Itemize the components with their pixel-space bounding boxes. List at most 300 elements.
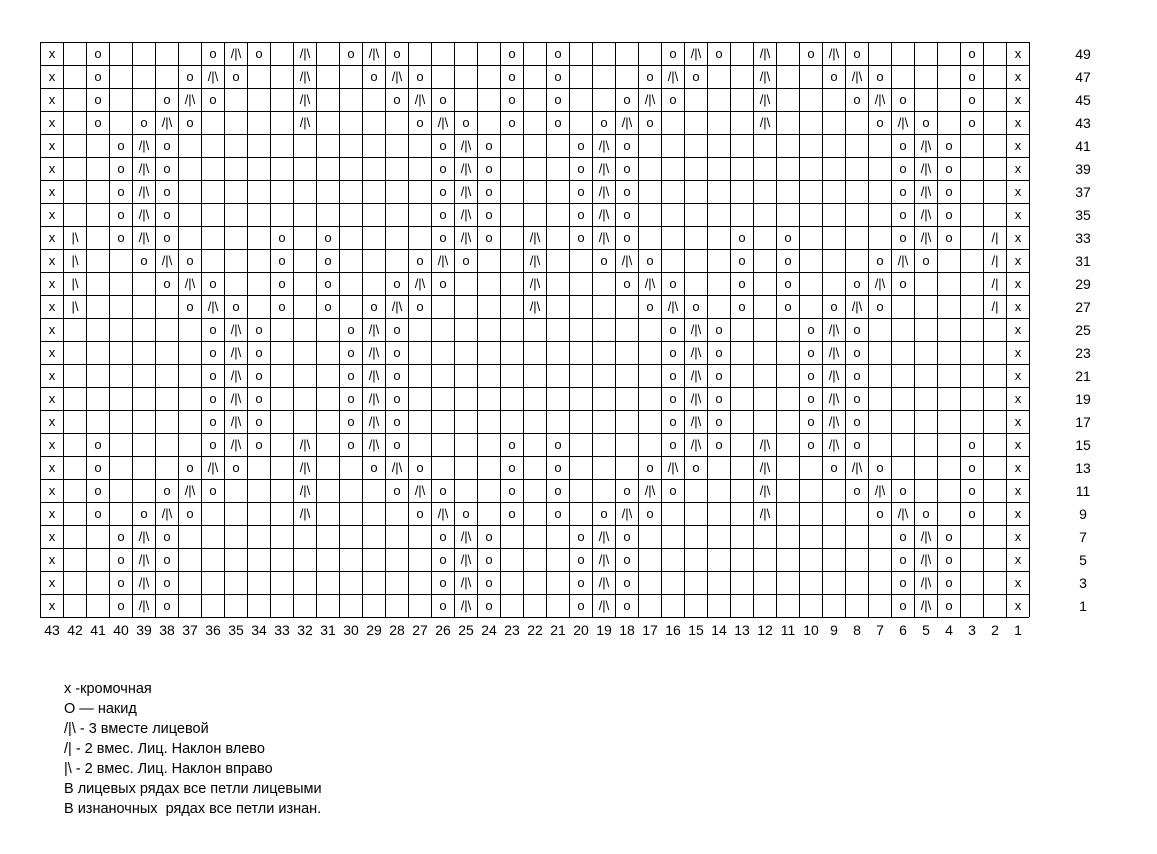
- k3tog-symbol: /|\: [184, 276, 196, 291]
- yarn-over-symbol: o: [393, 276, 401, 291]
- yarn-over-symbol: o: [163, 230, 171, 245]
- legend-edge-stitch: x -кромочная: [64, 681, 152, 697]
- k3tog-symbol: /|\: [920, 552, 932, 567]
- yarn-over-symbol: o: [830, 69, 838, 84]
- k3tog-symbol: /|\: [529, 230, 541, 245]
- yarn-over-symbol: o: [899, 483, 907, 498]
- row-number: 9: [1079, 506, 1087, 522]
- k3tog-symbol: /|\: [161, 506, 173, 521]
- yarn-over-symbol: o: [163, 184, 171, 199]
- yarn-over-symbol: o: [738, 253, 746, 268]
- k3tog-symbol: /|\: [667, 299, 679, 314]
- yarn-over-symbol: o: [945, 207, 953, 222]
- edge-stitch-symbol: x: [48, 529, 56, 544]
- yarn-over-symbol: o: [163, 483, 171, 498]
- edge-stitch-symbol: x: [48, 230, 56, 245]
- k3tog-symbol: /|\: [759, 69, 771, 84]
- yarn-over-symbol: o: [462, 115, 470, 130]
- yarn-over-symbol: o: [692, 299, 700, 314]
- column-number: 25: [458, 622, 474, 638]
- yarn-over-symbol: o: [439, 575, 447, 590]
- edge-stitch-symbol: x: [1014, 138, 1022, 153]
- yarn-over-symbol: o: [163, 138, 171, 153]
- yarn-over-symbol: o: [715, 368, 723, 383]
- edge-stitch-symbol: x: [48, 368, 56, 383]
- yarn-over-symbol: o: [853, 276, 861, 291]
- k3tog-symbol: /|\: [230, 322, 242, 337]
- yarn-over-symbol: o: [807, 368, 815, 383]
- yarn-over-symbol: o: [324, 299, 332, 314]
- yarn-over-symbol: o: [347, 368, 355, 383]
- k3tog-symbol: /|\: [920, 207, 932, 222]
- k3tog-symbol: /|\: [230, 345, 242, 360]
- yarn-over-symbol: o: [94, 437, 102, 452]
- yarn-over-symbol: o: [117, 184, 125, 199]
- yarn-over-symbol: o: [554, 46, 562, 61]
- yarn-over-symbol: o: [94, 115, 102, 130]
- yarn-over-symbol: o: [462, 253, 470, 268]
- yarn-over-symbol: o: [209, 345, 217, 360]
- column-number: 15: [688, 622, 704, 638]
- k3tog-symbol: /|\: [529, 276, 541, 291]
- yarn-over-symbol: o: [669, 276, 677, 291]
- k3tog-symbol: /|\: [598, 161, 610, 176]
- yarn-over-symbol: o: [715, 46, 723, 61]
- legend-yarn-over: О — накид: [64, 701, 137, 717]
- row-number: 25: [1075, 322, 1091, 338]
- yarn-over-symbol: o: [439, 207, 447, 222]
- yarn-over-symbol: o: [508, 92, 516, 107]
- row-number: 49: [1075, 46, 1091, 62]
- k3tog-symbol: /|\: [460, 575, 472, 590]
- yarn-over-symbol: o: [163, 598, 171, 613]
- k3tog-symbol: /|\: [230, 414, 242, 429]
- yarn-over-symbol: o: [232, 299, 240, 314]
- edge-stitch-symbol: x: [48, 207, 56, 222]
- yarn-over-symbol: o: [163, 575, 171, 590]
- yarn-over-symbol: o: [163, 529, 171, 544]
- k3tog-symbol: /|\: [391, 299, 403, 314]
- k3tog-symbol: /|\: [874, 276, 886, 291]
- yarn-over-symbol: o: [853, 368, 861, 383]
- k3tog-symbol: /|\: [529, 299, 541, 314]
- yarn-over-symbol: o: [623, 184, 631, 199]
- k3tog-symbol: /|\: [391, 69, 403, 84]
- yarn-over-symbol: o: [669, 46, 677, 61]
- column-number: 41: [90, 622, 106, 638]
- yarn-over-symbol: o: [94, 92, 102, 107]
- yarn-over-symbol: o: [899, 575, 907, 590]
- edge-stitch-symbol: x: [48, 414, 56, 429]
- k3tog-symbol: /|\: [138, 575, 150, 590]
- yarn-over-symbol: o: [968, 46, 976, 61]
- yarn-over-symbol: o: [94, 46, 102, 61]
- column-number: 39: [136, 622, 152, 638]
- k3tog-symbol: /|\: [897, 115, 909, 130]
- yarn-over-symbol: o: [600, 115, 608, 130]
- k3tog-symbol: /|\: [230, 437, 242, 452]
- yarn-over-symbol: o: [922, 115, 930, 130]
- yarn-over-symbol: o: [278, 230, 286, 245]
- k3tog-symbol: /|\: [690, 414, 702, 429]
- k3tog-symbol: /|\: [920, 575, 932, 590]
- yarn-over-symbol: o: [692, 69, 700, 84]
- legend-right-side-rows: В лицевых рядах все петли лицевыми: [64, 781, 322, 797]
- column-number: 32: [297, 622, 313, 638]
- yarn-over-symbol: o: [209, 276, 217, 291]
- k3tog-symbol: /|\: [897, 253, 909, 268]
- yarn-over-symbol: o: [646, 506, 654, 521]
- yarn-over-symbol: o: [140, 115, 148, 130]
- column-number: 21: [550, 622, 566, 638]
- yarn-over-symbol: o: [853, 322, 861, 337]
- k3tog-symbol: /|\: [851, 460, 863, 475]
- k3tog-symbol: /|\: [414, 483, 426, 498]
- k3tog-symbol: /|\: [207, 299, 219, 314]
- row-number: 29: [1075, 276, 1091, 292]
- k3tog-symbol: /|\: [920, 598, 932, 613]
- k3tog-symbol: /|\: [874, 483, 886, 498]
- yarn-over-symbol: o: [439, 276, 447, 291]
- column-number: 4: [945, 622, 953, 638]
- row-number: 21: [1075, 368, 1091, 384]
- column-number: 14: [711, 622, 727, 638]
- k2tog-left-symbol: /|: [991, 299, 999, 314]
- edge-stitch-symbol: x: [1014, 46, 1022, 61]
- yarn-over-symbol: o: [393, 368, 401, 383]
- row-number: 7: [1079, 529, 1087, 545]
- row-number: 13: [1075, 460, 1091, 476]
- k3tog-symbol: /|\: [138, 598, 150, 613]
- column-number: 37: [182, 622, 198, 638]
- yarn-over-symbol: o: [416, 506, 424, 521]
- column-number: 34: [251, 622, 267, 638]
- column-number: 30: [343, 622, 359, 638]
- yarn-over-symbol: o: [393, 437, 401, 452]
- yarn-over-symbol: o: [899, 207, 907, 222]
- k3tog-symbol: /|\: [368, 46, 380, 61]
- yarn-over-symbol: o: [968, 483, 976, 498]
- yarn-over-symbol: o: [669, 345, 677, 360]
- k3tog-symbol: /|\: [299, 69, 311, 84]
- yarn-over-symbol: o: [646, 253, 654, 268]
- yarn-over-symbol: o: [439, 184, 447, 199]
- column-number: 19: [596, 622, 612, 638]
- yarn-over-symbol: o: [623, 161, 631, 176]
- yarn-over-symbol: o: [830, 460, 838, 475]
- yarn-over-symbol: o: [117, 575, 125, 590]
- yarn-over-symbol: o: [807, 345, 815, 360]
- yarn-over-symbol: o: [623, 138, 631, 153]
- yarn-over-symbol: o: [324, 230, 332, 245]
- yarn-over-symbol: o: [738, 299, 746, 314]
- column-number: 24: [481, 622, 497, 638]
- k3tog-symbol: /|\: [460, 138, 472, 153]
- k2tog-right-symbol: |\: [71, 230, 79, 245]
- yarn-over-symbol: o: [439, 483, 447, 498]
- yarn-over-symbol: o: [922, 506, 930, 521]
- row-number: 11: [1075, 483, 1091, 499]
- k3tog-symbol: /|\: [828, 368, 840, 383]
- yarn-over-symbol: o: [416, 299, 424, 314]
- edge-stitch-symbol: x: [48, 253, 56, 268]
- yarn-over-symbol: o: [945, 598, 953, 613]
- k3tog-symbol: /|\: [138, 207, 150, 222]
- yarn-over-symbol: o: [232, 69, 240, 84]
- yarn-over-symbol: o: [807, 437, 815, 452]
- row-number: 47: [1075, 69, 1091, 85]
- k3tog-symbol: /|\: [828, 391, 840, 406]
- k3tog-symbol: /|\: [138, 552, 150, 567]
- yarn-over-symbol: o: [853, 92, 861, 107]
- k3tog-symbol: /|\: [299, 506, 311, 521]
- yarn-over-symbol: o: [117, 207, 125, 222]
- yarn-over-symbol: o: [853, 483, 861, 498]
- column-number: 40: [113, 622, 129, 638]
- yarn-over-symbol: o: [393, 414, 401, 429]
- column-number: 6: [899, 622, 907, 638]
- yarn-over-symbol: o: [899, 276, 907, 291]
- edge-stitch-symbol: x: [1014, 552, 1022, 567]
- k3tog-symbol: /|\: [391, 460, 403, 475]
- yarn-over-symbol: o: [393, 483, 401, 498]
- edge-stitch-symbol: x: [1014, 253, 1022, 268]
- yarn-over-symbol: o: [646, 69, 654, 84]
- yarn-over-symbol: o: [784, 276, 792, 291]
- yarn-over-symbol: o: [255, 391, 263, 406]
- row-number: 43: [1075, 115, 1091, 131]
- k3tog-symbol: /|\: [920, 138, 932, 153]
- yarn-over-symbol: o: [255, 368, 263, 383]
- yarn-over-symbol: o: [807, 391, 815, 406]
- edge-stitch-symbol: x: [1014, 230, 1022, 245]
- column-number: 17: [642, 622, 658, 638]
- k3tog-symbol: /|\: [161, 115, 173, 130]
- yarn-over-symbol: o: [278, 299, 286, 314]
- yarn-over-symbol: o: [439, 138, 447, 153]
- edge-stitch-symbol: x: [1014, 598, 1022, 613]
- yarn-over-symbol: o: [899, 161, 907, 176]
- k3tog-symbol: /|\: [759, 115, 771, 130]
- k3tog-symbol: /|\: [299, 46, 311, 61]
- yarn-over-symbol: o: [393, 92, 401, 107]
- column-number: 2: [991, 622, 999, 638]
- yarn-over-symbol: o: [94, 506, 102, 521]
- row-number: 45: [1075, 92, 1091, 108]
- k3tog-symbol: /|\: [414, 92, 426, 107]
- yarn-over-symbol: o: [922, 253, 930, 268]
- yarn-over-symbol: o: [715, 391, 723, 406]
- k3tog-symbol: /|\: [368, 391, 380, 406]
- edge-stitch-symbol: x: [48, 322, 56, 337]
- k3tog-symbol: /|\: [184, 483, 196, 498]
- row-number: 15: [1075, 437, 1091, 453]
- row-number: 17: [1075, 414, 1091, 430]
- yarn-over-symbol: o: [945, 230, 953, 245]
- yarn-over-symbol: o: [554, 506, 562, 521]
- column-number: 5: [922, 622, 930, 638]
- k3tog-symbol: /|\: [207, 69, 219, 84]
- k3tog-symbol: /|\: [690, 46, 702, 61]
- row-number: 1: [1079, 598, 1087, 614]
- yarn-over-symbol: o: [738, 276, 746, 291]
- k2tog-right-symbol: |\: [71, 299, 79, 314]
- k2tog-right-symbol: |\: [71, 276, 79, 291]
- yarn-over-symbol: o: [968, 460, 976, 475]
- yarn-over-symbol: o: [347, 414, 355, 429]
- yarn-over-symbol: o: [278, 276, 286, 291]
- yarn-over-symbol: o: [853, 391, 861, 406]
- k3tog-symbol: /|\: [437, 506, 449, 521]
- k3tog-symbol: /|\: [230, 368, 242, 383]
- yarn-over-symbol: o: [439, 230, 447, 245]
- yarn-over-symbol: o: [393, 345, 401, 360]
- yarn-over-symbol: o: [623, 552, 631, 567]
- yarn-over-symbol: o: [209, 483, 217, 498]
- k3tog-symbol: /|\: [299, 115, 311, 130]
- k2tog-left-symbol: /|: [991, 276, 999, 291]
- yarn-over-symbol: o: [462, 506, 470, 521]
- yarn-over-symbol: o: [577, 552, 585, 567]
- k3tog-symbol: /|\: [920, 230, 932, 245]
- edge-stitch-symbol: x: [1014, 115, 1022, 130]
- yarn-over-symbol: o: [209, 414, 217, 429]
- yarn-over-symbol: o: [577, 161, 585, 176]
- edge-stitch-symbol: x: [1014, 506, 1022, 521]
- edge-stitch-symbol: x: [48, 391, 56, 406]
- edge-stitch-symbol: x: [48, 345, 56, 360]
- yarn-over-symbol: o: [968, 506, 976, 521]
- column-number: 31: [320, 622, 336, 638]
- yarn-over-symbol: o: [485, 230, 493, 245]
- yarn-over-symbol: o: [186, 253, 194, 268]
- yarn-over-symbol: o: [600, 253, 608, 268]
- yarn-over-symbol: o: [646, 115, 654, 130]
- yarn-over-symbol: o: [255, 345, 263, 360]
- yarn-over-symbol: o: [623, 598, 631, 613]
- yarn-over-symbol: o: [255, 322, 263, 337]
- k3tog-symbol: /|\: [460, 184, 472, 199]
- yarn-over-symbol: o: [577, 575, 585, 590]
- column-number: 11: [780, 622, 796, 638]
- column-number: 23: [504, 622, 520, 638]
- yarn-over-symbol: o: [416, 115, 424, 130]
- yarn-over-symbol: o: [186, 460, 194, 475]
- yarn-over-symbol: o: [485, 598, 493, 613]
- yarn-over-symbol: o: [117, 552, 125, 567]
- k3tog-symbol: /|\: [759, 506, 771, 521]
- k3tog-symbol: /|\: [460, 552, 472, 567]
- edge-stitch-symbol: x: [48, 161, 56, 176]
- yarn-over-symbol: o: [508, 460, 516, 475]
- yarn-over-symbol: o: [945, 575, 953, 590]
- yarn-over-symbol: o: [669, 483, 677, 498]
- k3tog-symbol: /|\: [598, 529, 610, 544]
- edge-stitch-symbol: x: [48, 552, 56, 567]
- yarn-over-symbol: o: [554, 69, 562, 84]
- k3tog-symbol: /|\: [230, 46, 242, 61]
- k3tog-symbol: /|\: [667, 460, 679, 475]
- k3tog-symbol: /|\: [759, 437, 771, 452]
- k3tog-symbol: /|\: [138, 529, 150, 544]
- edge-stitch-symbol: x: [48, 276, 56, 291]
- yarn-over-symbol: o: [899, 138, 907, 153]
- edge-stitch-symbol: x: [1014, 299, 1022, 314]
- k3tog-symbol: /|\: [690, 391, 702, 406]
- yarn-over-symbol: o: [370, 69, 378, 84]
- k3tog-symbol: /|\: [598, 138, 610, 153]
- yarn-over-symbol: o: [623, 575, 631, 590]
- edge-stitch-symbol: x: [1014, 184, 1022, 199]
- yarn-over-symbol: o: [554, 92, 562, 107]
- edge-stitch-symbol: x: [1014, 529, 1022, 544]
- yarn-over-symbol: o: [347, 322, 355, 337]
- yarn-over-symbol: o: [830, 299, 838, 314]
- k3tog-symbol: /|\: [644, 483, 656, 498]
- k3tog-symbol: /|\: [598, 575, 610, 590]
- k3tog-symbol: /|\: [759, 460, 771, 475]
- k3tog-symbol: /|\: [828, 322, 840, 337]
- yarn-over-symbol: o: [784, 230, 792, 245]
- k3tog-symbol: /|\: [644, 92, 656, 107]
- k3tog-symbol: /|\: [759, 483, 771, 498]
- yarn-over-symbol: o: [485, 552, 493, 567]
- column-number: 22: [527, 622, 543, 638]
- k3tog-symbol: /|\: [138, 138, 150, 153]
- yarn-over-symbol: o: [485, 207, 493, 222]
- yarn-over-symbol: o: [163, 92, 171, 107]
- yarn-over-symbol: o: [577, 230, 585, 245]
- yarn-over-symbol: o: [347, 437, 355, 452]
- row-number: 27: [1075, 299, 1091, 315]
- k3tog-symbol: /|\: [621, 506, 633, 521]
- k3tog-symbol: /|\: [920, 161, 932, 176]
- yarn-over-symbol: o: [899, 184, 907, 199]
- yarn-over-symbol: o: [508, 69, 516, 84]
- column-number: 8: [853, 622, 861, 638]
- yarn-over-symbol: o: [209, 391, 217, 406]
- legend-k3tog: /|\ - 3 вместе лицевой: [64, 721, 209, 737]
- k3tog-symbol: /|\: [598, 598, 610, 613]
- edge-stitch-symbol: x: [48, 483, 56, 498]
- edge-stitch-symbol: x: [1014, 345, 1022, 360]
- edge-stitch-symbol: x: [1014, 575, 1022, 590]
- yarn-over-symbol: o: [715, 322, 723, 337]
- k3tog-symbol: /|\: [828, 437, 840, 452]
- column-number: 28: [389, 622, 405, 638]
- yarn-over-symbol: o: [485, 529, 493, 544]
- yarn-over-symbol: o: [163, 276, 171, 291]
- row-number: 33: [1075, 230, 1091, 246]
- edge-stitch-symbol: x: [48, 575, 56, 590]
- yarn-over-symbol: o: [692, 460, 700, 475]
- yarn-over-symbol: o: [715, 414, 723, 429]
- yarn-over-symbol: o: [186, 69, 194, 84]
- k3tog-symbol: /|\: [368, 345, 380, 360]
- edge-stitch-symbol: x: [1014, 322, 1022, 337]
- yarn-over-symbol: o: [899, 552, 907, 567]
- yarn-over-symbol: o: [255, 46, 263, 61]
- edge-stitch-symbol: x: [1014, 437, 1022, 452]
- column-number: 20: [573, 622, 589, 638]
- column-number: 18: [619, 622, 635, 638]
- k3tog-symbol: /|\: [460, 598, 472, 613]
- yarn-over-symbol: o: [899, 92, 907, 107]
- edge-stitch-symbol: x: [1014, 69, 1022, 84]
- k3tog-symbol: /|\: [437, 115, 449, 130]
- column-number: 35: [228, 622, 244, 638]
- yarn-over-symbol: o: [94, 460, 102, 475]
